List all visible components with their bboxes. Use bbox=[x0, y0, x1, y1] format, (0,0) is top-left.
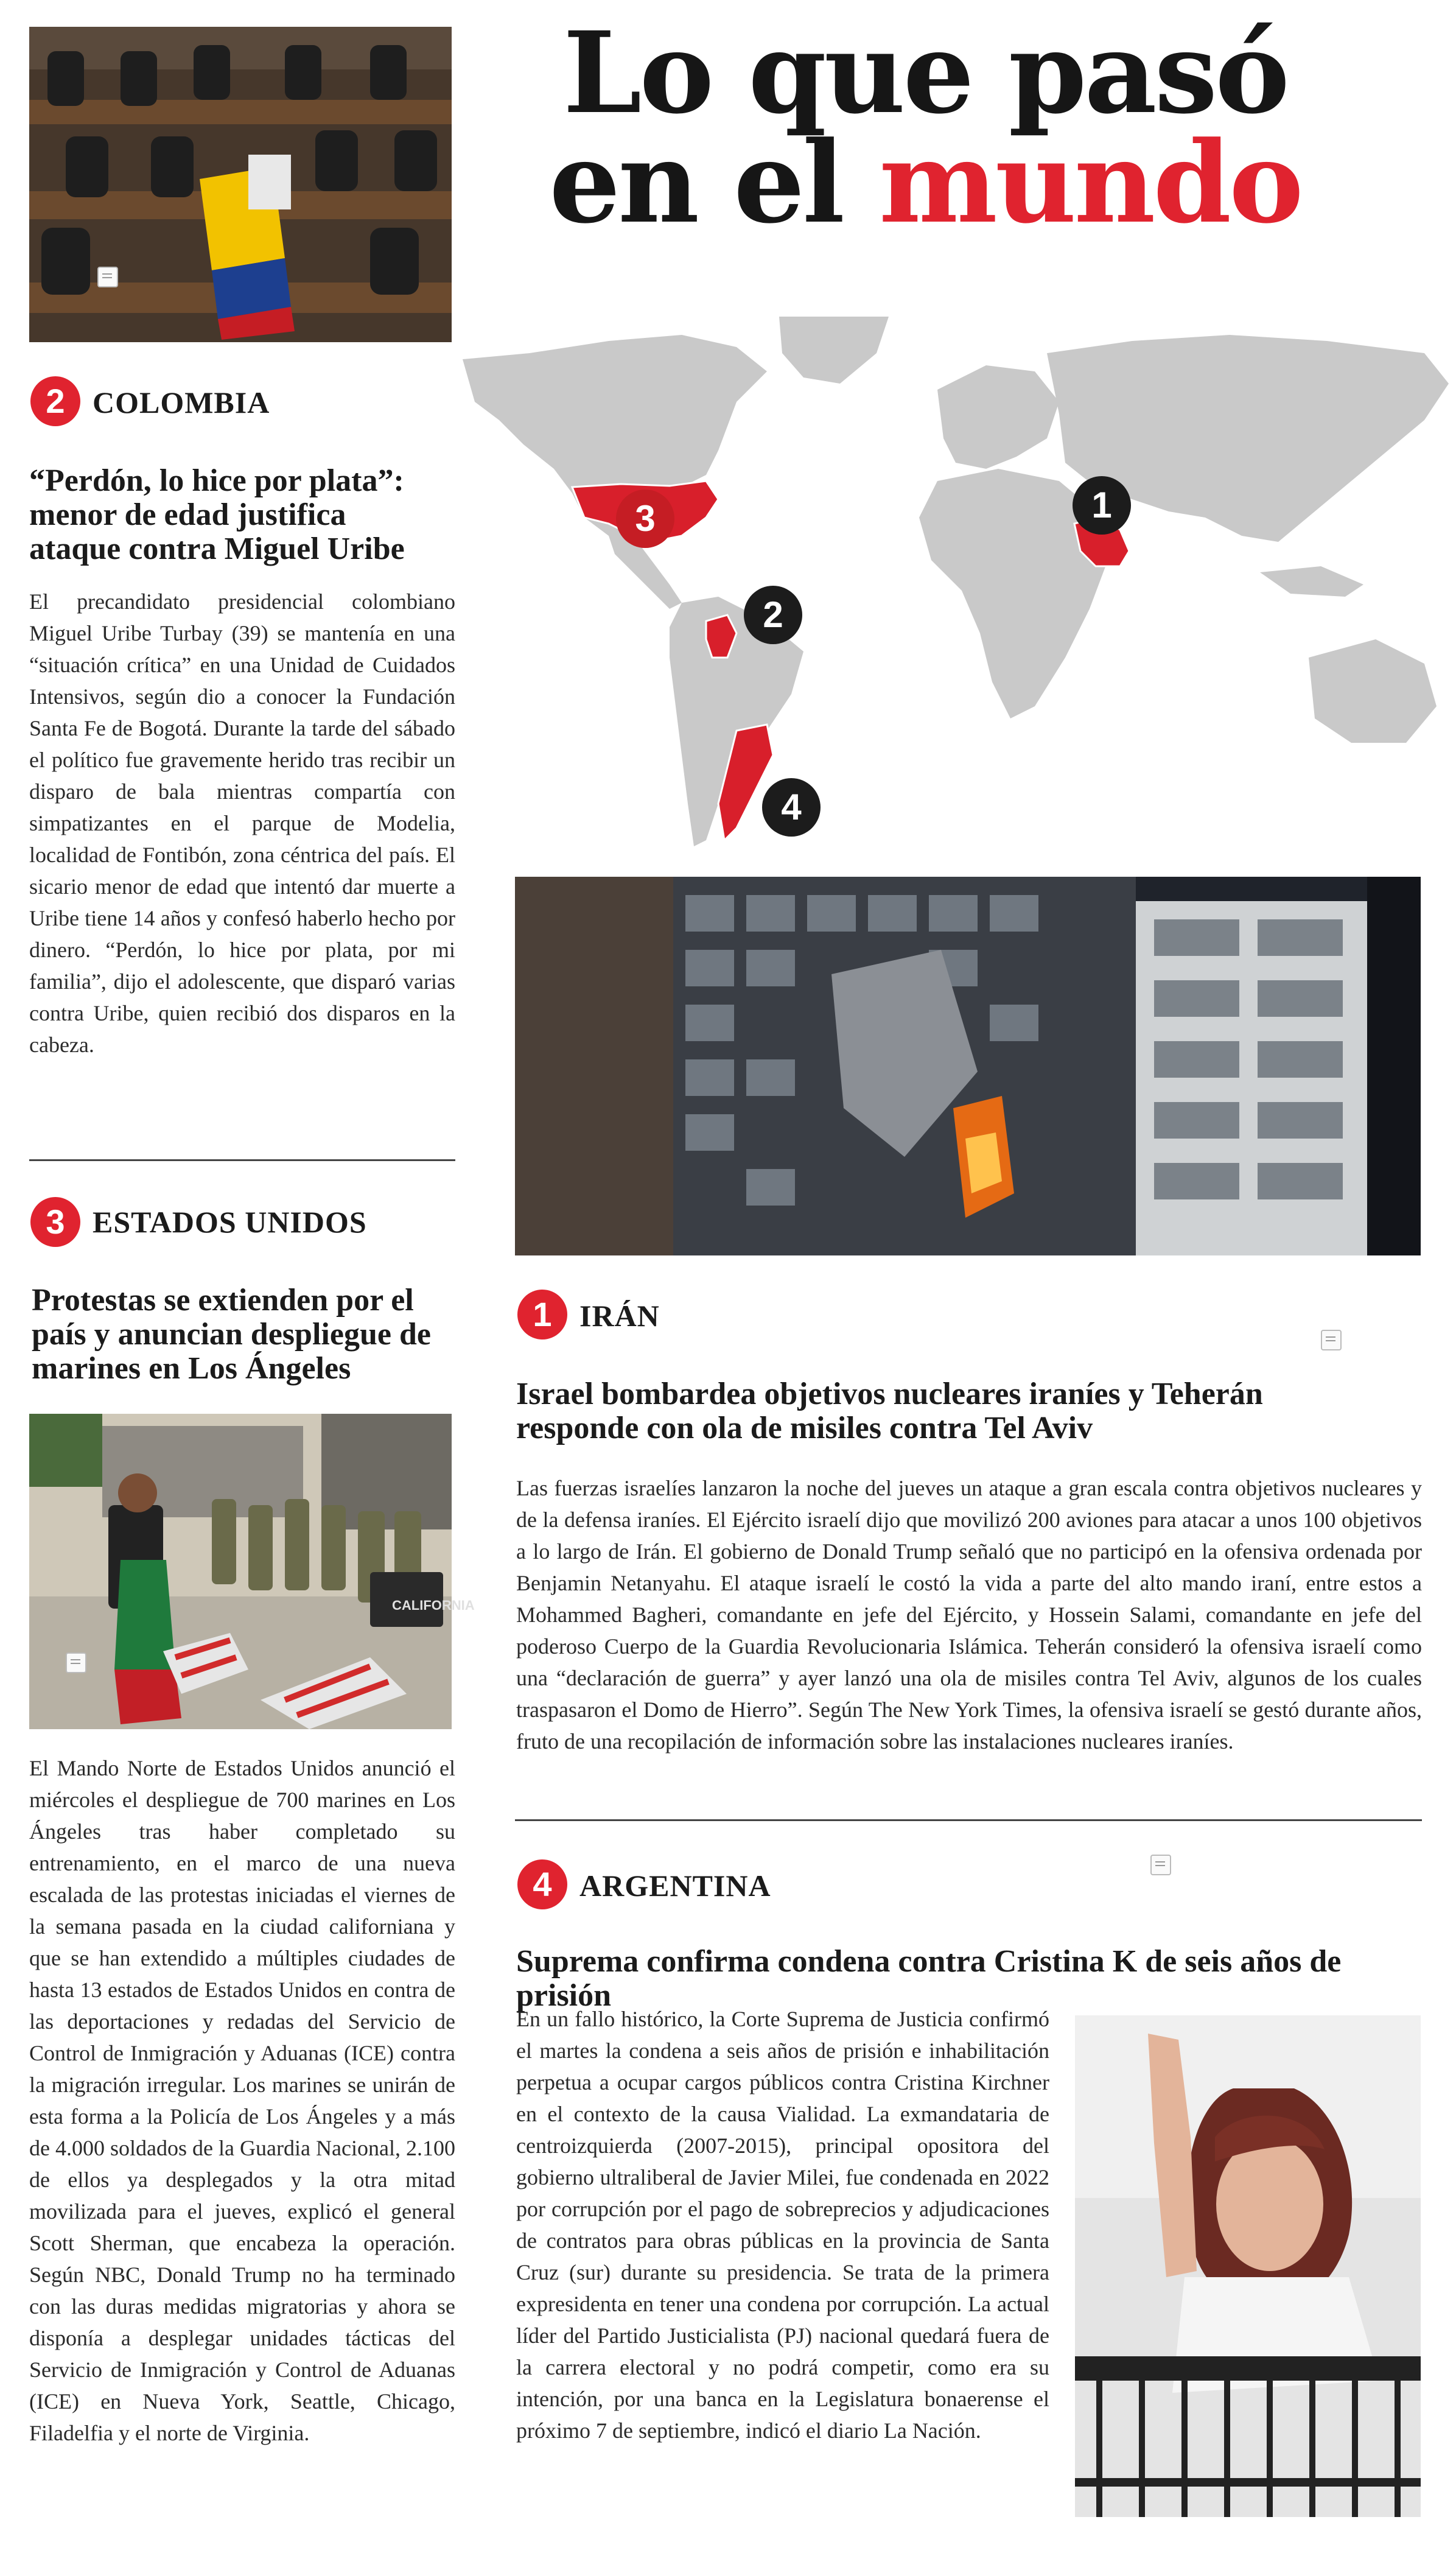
kirchner-illustration bbox=[1075, 2015, 1421, 2517]
argentina-section-label: ARGENTINA bbox=[579, 1869, 771, 1903]
page-title bbox=[499, 7, 1351, 248]
map-marker-3[interactable]: 3 bbox=[616, 490, 674, 548]
iran-number-badge: 1 bbox=[517, 1290, 567, 1339]
title-line-2 bbox=[499, 117, 1351, 248]
map-indonesia bbox=[1260, 566, 1363, 597]
iran-body: Las fuerzas israelíes lanzaron la noche del jueves un ataque a gran escala contra objetivos nucleares y de la defensa iraníes. El Ejército israelí dijo que movilizó 200 aviones para atacar a unos 100 objetivos a lo largo de Irán. El gobierno de Donald Trump señaló que no participó en la ofensiva ordenada por Benjamin Netanyahu. El ataque israelí le costó la vida a parte del alto mando iraní, entre estos a Mohammed Bagheri, comandante en jefe del Ejército, y Hossein Salami, comandante en jefe del poderoso Cuerpo de la Guardia Revolucionaria Islámica. Teherán consideró la ofensiva israelí como una “declaración de guerra” y ayer lanzó una ola de misiles contra Tel Aviv, algunos de los cuales traspasaron el Domo de Hierro”. Según The New York Times, la ofensiva israelí se gestó durante años, fruto de una recopilación de información sobre las instalaciones nucleares iraníes. bbox=[516, 1476, 1422, 1754]
protest-illustration bbox=[29, 1414, 475, 1729]
argentina-body: En un fallo histórico, la Corte Suprema de Justicia confirmó el martes la condena a seis años de prisión e inhabilitación perpetua a ocupar cargos públicos contra Cristina Kirchner en el contexto de la causa Vialidad. La exmandataria de centroizquierda (2007-2015), principal opositora del gobierno ultraliberal de Javier Milei, fue condenada en 2022 por corrupción por el pago de sobreprecios y adjudicaciones de contratos para obras públicas en la provincia de Santa Cruz (sur) durante su presidencia. Se trata de la primera expresidenta en tener una condena por corrupción. La actual líder del Partido Justicialista (PJ) nacional quedará fuera de la carrera electoral y no podrá competir, como era su intención, por una banca en la Legislatura bonaerense el próximo 7 de septiembre, indicó el diario La Nación. bbox=[516, 2007, 1049, 2443]
map-marker-1[interactable]: 1 bbox=[1073, 476, 1131, 535]
divider bbox=[515, 1819, 1422, 1821]
argentina-number-badge: 4 bbox=[517, 1859, 567, 1909]
world-map bbox=[450, 317, 1456, 865]
usa-headline: Protestas se extienden por el país y anuncian despliegue de marines en Los Ángeles bbox=[32, 1283, 431, 1386]
usa-number-badge: 3 bbox=[30, 1197, 80, 1247]
map-europe bbox=[937, 365, 1059, 469]
photo-sign-text: CALIFORNIA bbox=[392, 1598, 475, 1613]
colombia-number-badge: 2 bbox=[30, 376, 80, 426]
map-greenland bbox=[779, 317, 889, 384]
usa-body: El Mando Norte de Estados Unidos anunció el miércoles el despliegue de 700 marines en Los Ángeles tras haber completado su entrenamiento, en el marco de una nueva escalada de las protestas iniciadas el viernes de la semana pasada en la ciudad californiana y que se han extendido a múltiples ciudades de hasta 13 estados de Estados Unidos en contra de las deportaciones y redadas del Servicio de Control de Inmigración y Aduanas (ICE) contra la migración irregular. Los marines se unirán de esta forma a la Policía de Los Ángeles y a más de 4.000 soldados de la Guardia Nacional, 2.100 de ellos ya desplegados y la otra mitad movilizada para el jueves, explicó el general Scott Sherman, que encabeza la operación. Según NBC, Donald Trump no ha terminado con las duras medidas migratorias y ahora se disponía a desplegar unidades tácticas del Servicio de Inmigración y Control de Aduanas (ICE) en Nueva York, Seattle, Chicago, Filadelfia y el norte de Virginia. bbox=[29, 1756, 455, 2445]
comment-icon[interactable] bbox=[1321, 1330, 1342, 1350]
comment-icon[interactable] bbox=[97, 267, 118, 287]
colombia-headline: “Perdón, lo hice por plata”: menor de edad justifica ataque contra Miguel Uribe bbox=[29, 463, 405, 566]
map-marker-4[interactable]: 4 bbox=[762, 778, 821, 837]
colombia-photo bbox=[29, 27, 452, 342]
title-line-2-a: en el bbox=[549, 117, 880, 248]
comment-icon[interactable] bbox=[66, 1652, 86, 1673]
damaged-building-illustration bbox=[515, 877, 1421, 1255]
usa-protest-photo bbox=[29, 1414, 475, 1729]
map-marker-2[interactable]: 2 bbox=[744, 586, 802, 644]
usa-section-label: ESTADOS UNIDOS bbox=[93, 1205, 367, 1239]
argentina-kirchner-photo bbox=[1075, 2015, 1421, 2517]
colombia-section-label: COLOMBIA bbox=[93, 385, 270, 420]
argentina-headline: Suprema confirma condena contra Cristina K de seis años de prisión bbox=[516, 1944, 1342, 2013]
map-australia bbox=[1309, 639, 1437, 743]
title-line-2-b: mundo bbox=[879, 117, 1301, 248]
title-line-1: Lo que pasó bbox=[563, 7, 1287, 139]
divider bbox=[29, 1159, 455, 1161]
iran-section-label: IRÁN bbox=[579, 1299, 660, 1333]
iran-headline: Israel bombardea objetivos nucleares iraníes y Teherán responde con ola de misiles contra Tel Aviv bbox=[516, 1377, 1263, 1445]
comment-icon[interactable] bbox=[1150, 1855, 1171, 1875]
colombia-body: El precandidato presidencial colombiano Miguel Uribe Turbay (39) se mantenía en una “situación crítica” en una Unidad de Cuidados Intensivos, según dio a conocer la Fundación Santa Fe de Bogotá. Durante la tarde del sábado el político fue gravemente herido tras recibir un disparo de bala mientras compartía con simpatizantes en el parque de Modelia, localidad de Fontibón, zona céntrica del país. El sicario menor de edad que intentó dar muerte a Uribe tiene 14 años y confesó haberlo hecho por dinero. “Perdón, lo hice por plata, por mi familia”, dijo el adolescente, que disparó varias contra Uribe, quien recibió dos disparos en la cabeza. bbox=[29, 589, 455, 1057]
iran-building-photo bbox=[515, 877, 1421, 1255]
senate-seats-illustration bbox=[29, 27, 452, 342]
